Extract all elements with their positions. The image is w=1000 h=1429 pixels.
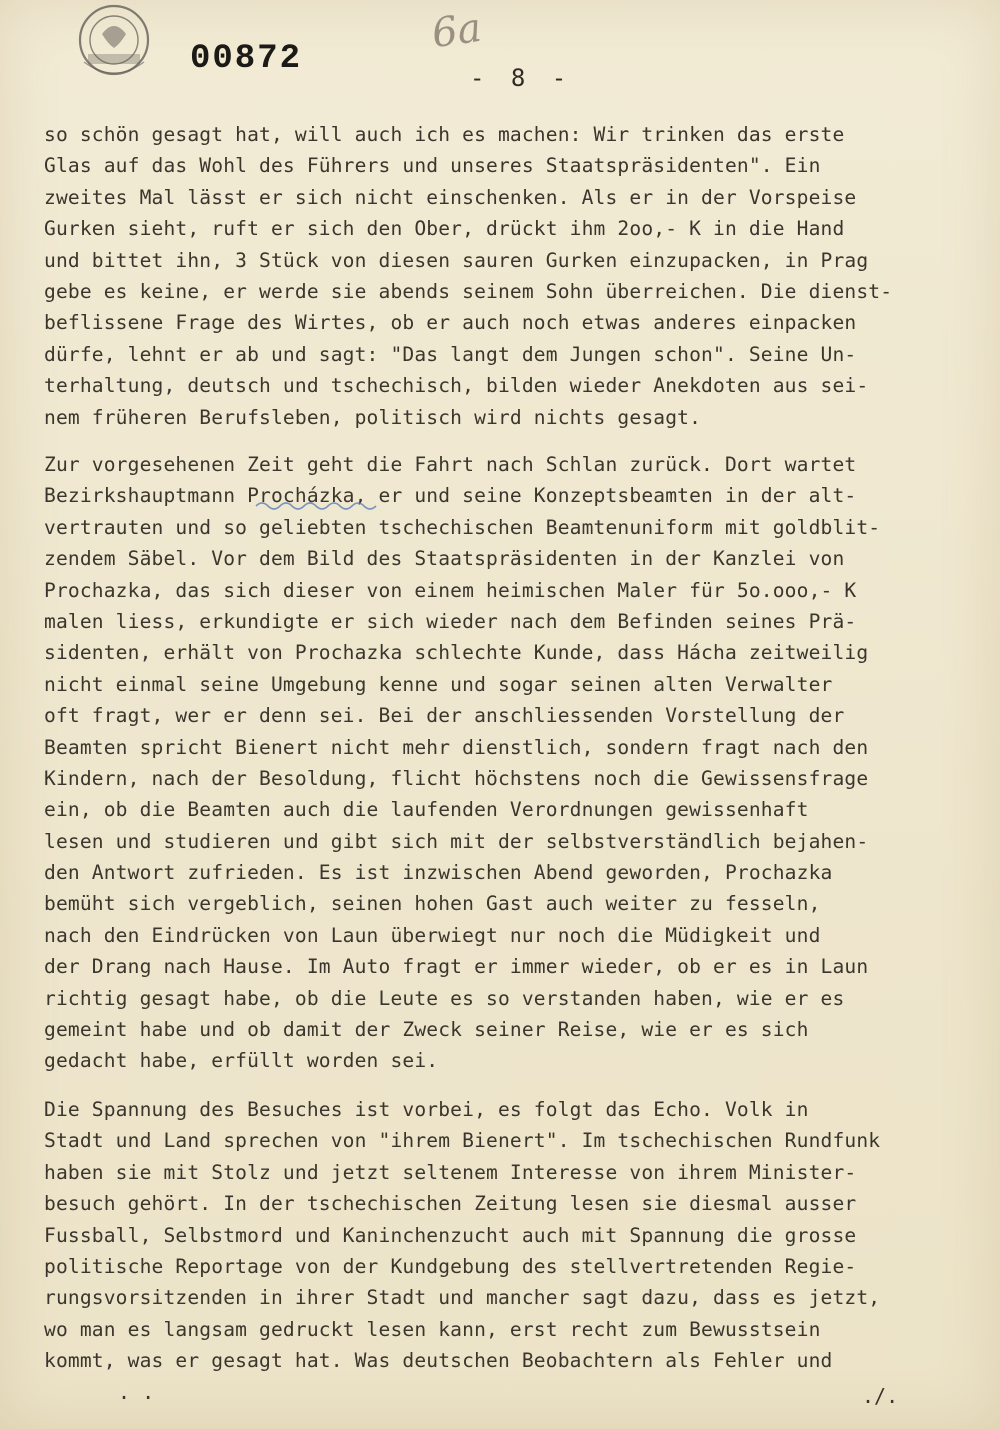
text-line: Zur vorgesehenen Zeit geht die Fahrt nach Schlan zurück. Dort wartet bbox=[44, 453, 857, 476]
text-line: sidenten, erhält von Prochazka schlechte Kunde, dass Hácha zeitweilig bbox=[44, 641, 869, 665]
text-line: Prochazka, das sich dieser von einem heimischen Maler für 5o.ooo,- K bbox=[44, 578, 857, 602]
paragraph-2 bbox=[44, 449, 880, 1077]
text-line: rungsvorsitzenden in ihrer Stadt und mancher sagt dazu, dass es jetzt, bbox=[44, 1286, 881, 1310]
text-line: gedacht habe, erfüllt worden sei. bbox=[44, 1049, 439, 1073]
text-line: besuch gehört. In der tschechischen Zeitung lesen sie diesmal ausser bbox=[44, 1192, 857, 1216]
text-line: gemeint habe und ob damit der Zweck seiner Reise, wie er es sich bbox=[44, 1018, 809, 1042]
text-line: Fussball, Selbstmord und Kaninchenzucht auch mit Spannung die grosse bbox=[44, 1223, 857, 1247]
text-line: gebe es keine, er werde sie abends seinem Sohn überreichen. Die dienst- bbox=[44, 279, 893, 303]
page-number: - 8 - bbox=[470, 64, 573, 92]
text-line: und bittet ihn, 3 Stück von diesen sauren Gurken einzupacken, in Prag bbox=[44, 248, 869, 272]
text-line: zweites Mal lässt er sich nicht einschenken. Als er in der Vorspeise bbox=[44, 185, 857, 209]
text-line: der Drang nach Hause. Im Auto fragt er immer wieder, ob er es in Laun bbox=[44, 955, 869, 979]
document-number: 00872 bbox=[190, 40, 303, 78]
text-line: nach den Eindrücken von Laun überwiegt nur noch die Müdigkeit und bbox=[44, 923, 821, 947]
text-line: politische Reportage von der Kundgebung des stellvertretenden Regie- bbox=[44, 1254, 857, 1278]
text-line: Stadt und Land sprechen von "ihrem Bienert". Im tschechischen Rundfunk bbox=[44, 1129, 881, 1153]
text-line: nem früheren Berufsleben, politisch wird nichts gesagt. bbox=[44, 405, 702, 429]
text-line: den Antwort zufrieden. Es ist inzwischen Abend geworden, Prochazka bbox=[44, 861, 833, 885]
blue-pen-underline-mark bbox=[254, 500, 384, 512]
text-line: zendem Säbel. Vor dem Bild des Staatspräsidenten in der Kanzlei von bbox=[44, 547, 845, 571]
text-line: oft fragt, wer er denn sei. Bei der anschliessenden Vorstellung der bbox=[44, 704, 845, 728]
handwritten-page-note: 6a bbox=[429, 4, 485, 58]
text-line: kommt, was er gesagt hat. Was deutschen Beobachtern als Fehler und bbox=[44, 1349, 833, 1373]
text-line: ein, ob die Beamten auch die laufenden Verordnungen gewissenhaft bbox=[44, 798, 809, 822]
text-line: dürfe, lehnt er ab und sagt: "Das langt dem Jungen schon". Seine Un- bbox=[44, 342, 857, 366]
text-line: bemüht sich vergeblich, seinen hohen Gast auch weiter zu fesseln, bbox=[44, 892, 821, 916]
continuation-mark: ./. bbox=[862, 1384, 899, 1408]
text-line: wo man es langsam gedruckt lesen kann, erst recht zum Bewusstsein bbox=[44, 1317, 821, 1341]
bottom-dots: . . bbox=[118, 1380, 155, 1404]
text-line: Kindern, nach der Besoldung, flicht höchstens noch die Gewissensfrage bbox=[44, 766, 869, 790]
text-line: terhaltung, deutsch und tschechisch, bilden wieder Anekdoten aus sei- bbox=[44, 374, 869, 398]
text-line: Glas auf das Wohl des Führers und unseres Staatspräsidenten". Ein bbox=[44, 154, 821, 178]
text-line: Beamten spricht Bienert nicht mehr dienstlich, sondern fragt nach den bbox=[44, 735, 869, 759]
text-line: vertrauten und so geliebten tschechischen Beamtenuniform mit goldblit- bbox=[44, 515, 881, 539]
paragraph-3 bbox=[44, 1094, 880, 1377]
text-line: beflissene Frage des Wirtes, ob er auch noch etwas anderes einpacken bbox=[44, 311, 857, 335]
text-line: so schön gesagt hat, will auch ich es machen: Wir trinken das erste bbox=[44, 123, 845, 146]
text-line: richtig gesagt habe, ob die Leute es so verstanden haben, wie er es bbox=[44, 986, 845, 1010]
text-line: lesen und studieren und gibt sich mit der selbstverständlich bejahen- bbox=[44, 829, 869, 853]
text-line: malen liess, erkundigte er sich wieder nach dem Befinden seines Prä- bbox=[44, 609, 857, 633]
text-line: Gurken sieht, ruft er sich den Ober, drückt ihm 2oo,- K in die Hand bbox=[44, 217, 845, 241]
paragraph-1 bbox=[44, 119, 892, 433]
text-line: haben sie mit Stolz und jetzt seltenem Interesse von ihrem Minister- bbox=[44, 1160, 857, 1184]
text-line: Die Spannung des Besuches ist vorbei, es folgt das Echo. Volk in bbox=[44, 1098, 809, 1121]
text-line-underlined-name: Bezirkshauptmann Procházka, er und seine Konzeptsbeamten in der alt- bbox=[44, 484, 857, 508]
archive-seal-stamp-icon bbox=[66, 4, 162, 82]
text-line: nicht einmal seine Umgebung kenne und sogar seinen alten Verwalter bbox=[44, 672, 833, 696]
